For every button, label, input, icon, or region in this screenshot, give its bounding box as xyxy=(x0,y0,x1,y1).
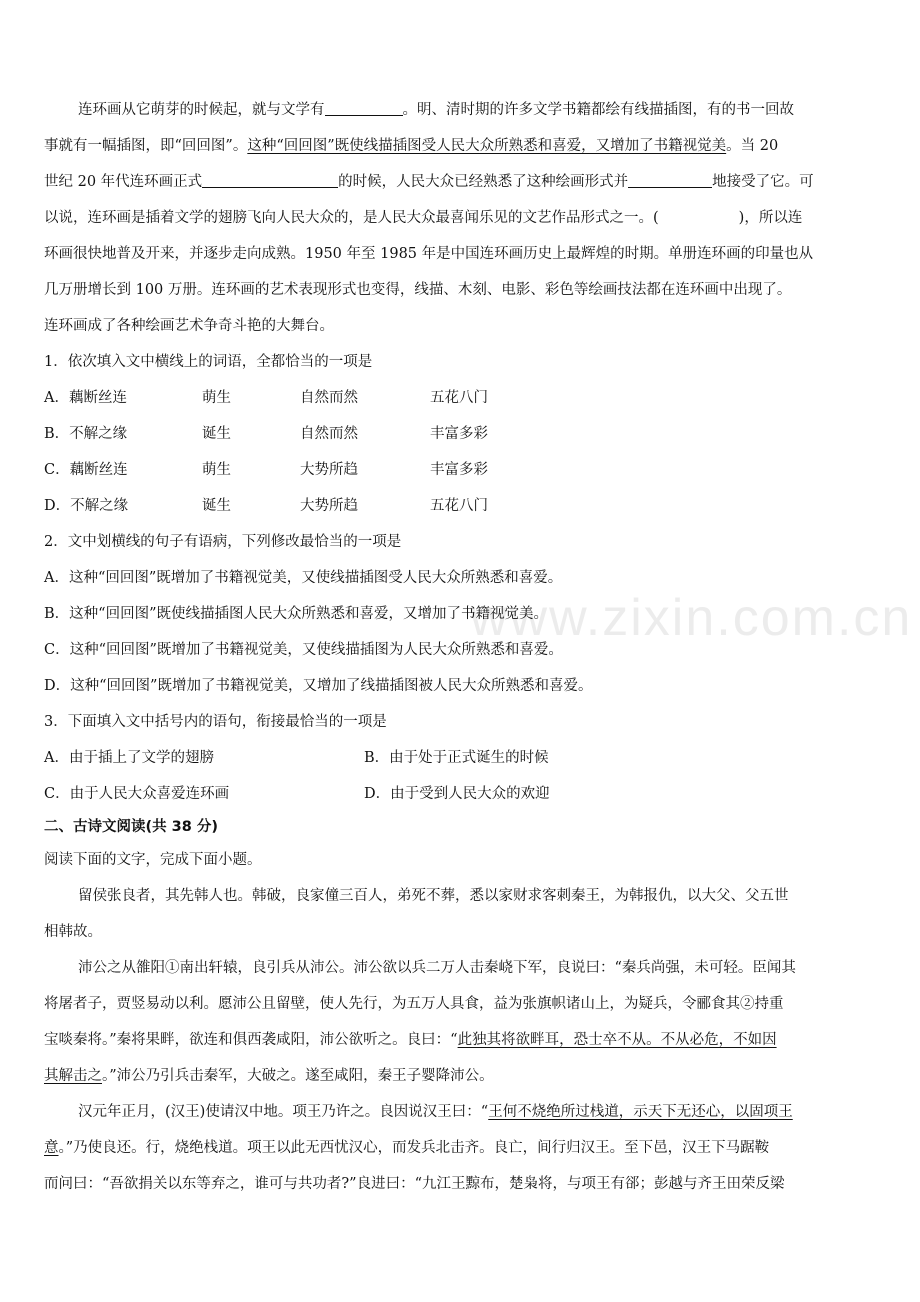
q1-option-c[interactable]: C．藕断丝连 萌生 大势所趋 丰富多彩 xyxy=(44,462,488,478)
passage2-line: 意。”乃使良还。行，烧绝栈道。项王以此无西忧汉心，而发兵北击齐。良亡，间行归汉王。至下邑，汉王下马踞鞍 xyxy=(44,1140,770,1156)
q3-option-d[interactable]: D．由于受到人民大众的欢迎 xyxy=(364,786,550,802)
passage1-line: 连环画从它萌芽的时候起，就与文学有 。明、清时期的许多文学书籍都绘有线描插图，有的书一回故 xyxy=(44,92,884,128)
passage1-line: 以说，连环画是插着文学的翅膀飞向人民大众的，是人民大众最喜闻乐见的文艺作品形式之一。( )，所以连 xyxy=(44,210,803,226)
passage1-line: 世纪 20 年代连环画正式 的时候，人民大众已经熟悉了这种绘画形式并 地接受了它。可 xyxy=(44,164,884,200)
passage1-line: 几万册增长到 100 万册。连环画的艺术表现形式也变得，线描、木刻、电影、彩色等绘画技法都在连环画中出现了。 xyxy=(44,282,792,298)
section-heading: 二、古诗文阅读(共 38 分) xyxy=(44,819,219,835)
q2-option-d[interactable]: D．这种“回回图”既增加了书籍视觉美，又增加了线描插图被人民大众所熟悉和喜爱。 xyxy=(44,678,593,694)
passage2-line: 汉元年正月，(汉王)使请汉中地。项王乃许之。良因说汉王曰：“王何不烧绝所过栈道，示天下无还心，以固项王 xyxy=(78,1104,793,1120)
q2-option-a[interactable]: A．这种“回回图”既增加了书籍视觉美，又使线描插图受人民大众所熟悉和喜爱。 xyxy=(44,570,563,586)
section-instruction: 阅读下面的文字，完成下面小题。 xyxy=(44,852,262,868)
underlined-sentence: 此独其将欲畔耳，恐士卒不从。不从必危，不如因 xyxy=(457,1032,777,1048)
q1-option-a[interactable]: A．藕断丝连 萌生 自然而然 五花八门 xyxy=(44,390,488,406)
fill-blank-2[interactable] xyxy=(202,169,338,188)
passage2-line: 其解击之。”沛公乃引兵击秦军，大破之。遂至咸阳，秦王子婴降沛公。 xyxy=(44,1068,494,1084)
question-1-stem: 1．依次填入文中横线上的词语，全都恰当的一项是 xyxy=(44,354,373,370)
passage2-line: 留侯张良者，其先韩人也。韩破，良家僮三百人，弟死不葬，悉以家财求客刺秦王，为韩报仇，以大父、父五世 xyxy=(78,888,789,904)
exam-page xyxy=(44,92,884,1202)
q3-option-b[interactable]: B．由于处于正式诞生的时候 xyxy=(364,750,549,766)
underlined-sentence: 其解击之 xyxy=(44,1068,102,1084)
question-2-stem: 2．文中划横线的句子有语病，下列修改最恰当的一项是 xyxy=(44,534,402,550)
underlined-sentence: 王何不烧绝所过栈道，示天下无还心，以固项王 xyxy=(488,1104,793,1120)
q2-option-b[interactable]: B．这种“回回图”既使线描插图人民大众所熟悉和喜爱，又增加了书籍视觉美。 xyxy=(44,606,548,622)
underlined-sentence: 这种“回回图”既使线描插图受人民大众所熟悉和喜爱，又增加了书籍视觉美 xyxy=(247,138,727,154)
passage2-line: 而问曰：“吾欲捐关以东等弃之，谁可与共功者?”良进曰：“九江王黥布，楚枭将，与项王有郤；彭越与齐王田荣反梁 xyxy=(44,1176,785,1192)
q2-option-c[interactable]: C．这种“回回图”既增加了书籍视觉美，又使线描插图为人民大众所熟悉和喜爱。 xyxy=(44,642,563,658)
fill-blank-1[interactable] xyxy=(325,97,403,116)
q3-options-row xyxy=(44,740,884,776)
q3-option-a[interactable]: A．由于插上了文学的翅膀 xyxy=(44,750,214,766)
passage2-line: 宝啖秦将。”秦将果畔，欲连和俱西袭咸阳，沛公欲听之。良曰：“此独其将欲畔耳，恐士卒不从。不从必危，不如因 xyxy=(44,1032,777,1048)
fill-blank-3[interactable] xyxy=(628,169,712,188)
passage1-line: 环画很快地普及开来，并逐步走向成熟。1950 年至 1985 年是中国连环画历史上最辉煌的时期。单册连环画的印量也从 xyxy=(44,246,814,262)
underlined-sentence: 意 xyxy=(44,1140,59,1156)
q1-option-d[interactable]: D．不解之缘 诞生 大势所趋 五花八门 xyxy=(44,498,488,514)
passage2-line: 沛公之从雒阳①南出轩辕，良引兵从沛公。沛公欲以兵二万人击秦峣下军，良说曰：“秦兵尚强，未可轻。臣闻其 xyxy=(78,960,796,976)
passage2-line: 将屠者子，贾竖易动以利。愿沛公且留壁，使人先行，为五万人具食，益为张旗帜诸山上，为疑兵，令郦食其②持重 xyxy=(44,996,784,1012)
question-3-stem: 3．下面填入文中括号内的语句，衔接最恰当的一项是 xyxy=(44,714,387,730)
passage1-line: 连环画成了各种绘画艺术争奇斗艳的大舞台。 xyxy=(44,318,334,334)
q3-option-c[interactable]: C．由于人民大众喜爱连环画 xyxy=(44,786,230,802)
q3-options-row xyxy=(44,776,884,812)
passage1-line: 事就有一幅插图，即“回回图”。这种“回回图”既使线描插图受人民大众所熟悉和喜爱，又增加了书籍视觉美。当 20 xyxy=(44,138,779,154)
q1-option-b[interactable]: B．不解之缘 诞生 自然而然 丰富多彩 xyxy=(44,426,488,442)
watermark-text: www.zixin.com.cn xyxy=(470,589,913,647)
passage2-line: 相韩故。 xyxy=(44,924,102,940)
